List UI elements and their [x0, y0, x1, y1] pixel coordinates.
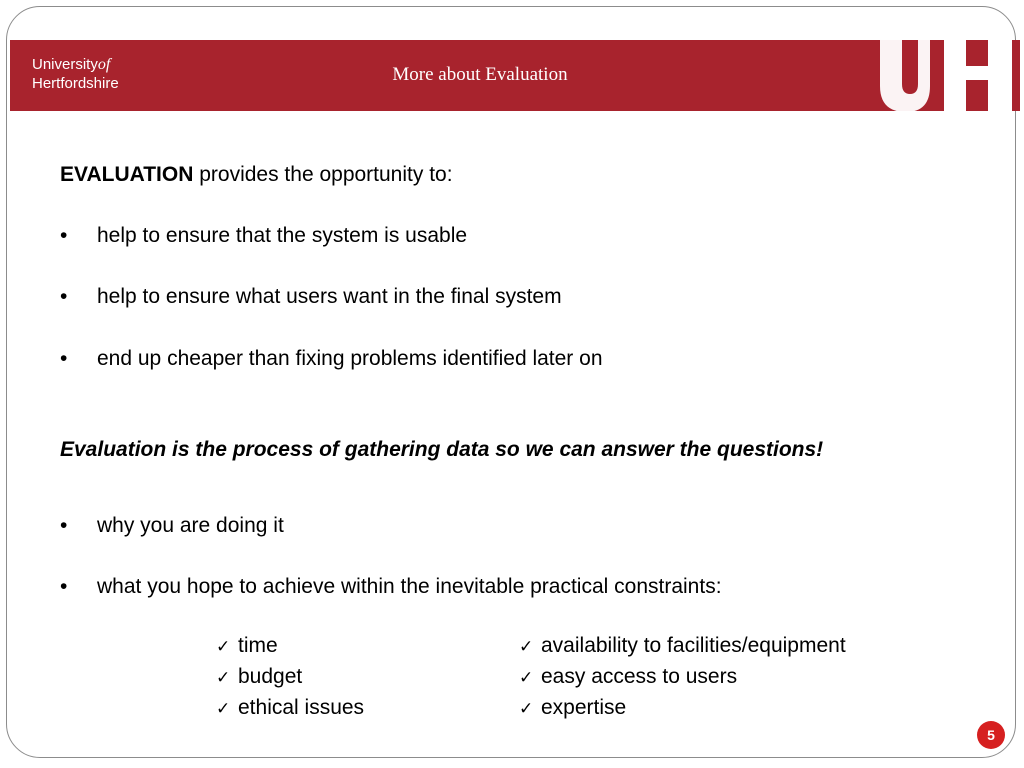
slide-frame: [6, 6, 1016, 758]
check-item-text: expertise: [541, 696, 627, 719]
check-icon: ✓: [519, 699, 534, 719]
evaluation-definition: Evaluation is the process of gathering data so we can answer the questions!: [60, 438, 824, 461]
logo-word-of: of: [97, 56, 111, 73]
check-item: [519, 692, 846, 723]
list-item-text: help to ensure what users want in the final system: [97, 285, 562, 308]
intro-text: provides the opportunity to:: [193, 163, 453, 186]
constraints-list-left: [216, 630, 364, 723]
bullet-icon: •: [60, 575, 68, 598]
check-icon: ✓: [216, 637, 231, 657]
check-item-text: budget: [238, 665, 303, 688]
check-item-text: time: [238, 634, 278, 657]
check-icon: ✓: [216, 668, 231, 688]
constraints-list-right: [519, 630, 846, 723]
bullet-icon: •: [60, 347, 68, 370]
uh-logo-icon: [872, 36, 1018, 112]
list-item: [60, 347, 603, 371]
bullet-icon: •: [60, 514, 68, 537]
intro-bold: EVALUATION: [60, 163, 194, 186]
list-item: [60, 575, 722, 599]
intro-line: [60, 163, 453, 187]
list-item: [60, 514, 284, 538]
page-number-badge: 5: [977, 721, 1005, 749]
list-item-text: end up cheaper than fixing problems identified later on: [97, 347, 603, 370]
university-logo-line1: [32, 56, 110, 73]
check-item: [519, 661, 846, 692]
bullet-icon: •: [60, 224, 68, 247]
list-item-text: help to ensure that the system is usable: [97, 224, 468, 247]
bullet-icon: •: [60, 285, 68, 308]
logo-word-university: University: [32, 56, 98, 73]
check-item: [519, 630, 846, 661]
check-item: [216, 692, 364, 723]
slide-title: More about Evaluation: [392, 64, 568, 85]
check-item-text: ethical issues: [238, 696, 365, 719]
check-item-text: availability to facilities/equipment: [541, 634, 846, 657]
check-item: [216, 661, 364, 692]
list-item: [60, 224, 467, 248]
university-logo-line2: Hertfordshire: [32, 75, 119, 92]
list-item: [60, 285, 562, 309]
check-icon: ✓: [519, 668, 534, 688]
check-item-text: easy access to users: [541, 665, 738, 688]
check-icon: ✓: [216, 699, 231, 719]
check-icon: ✓: [519, 637, 534, 657]
check-item: [216, 630, 364, 661]
list-item-text: why you are doing it: [97, 514, 284, 537]
list-item-text: what you hope to achieve within the inevitable practical constraints:: [97, 575, 722, 598]
